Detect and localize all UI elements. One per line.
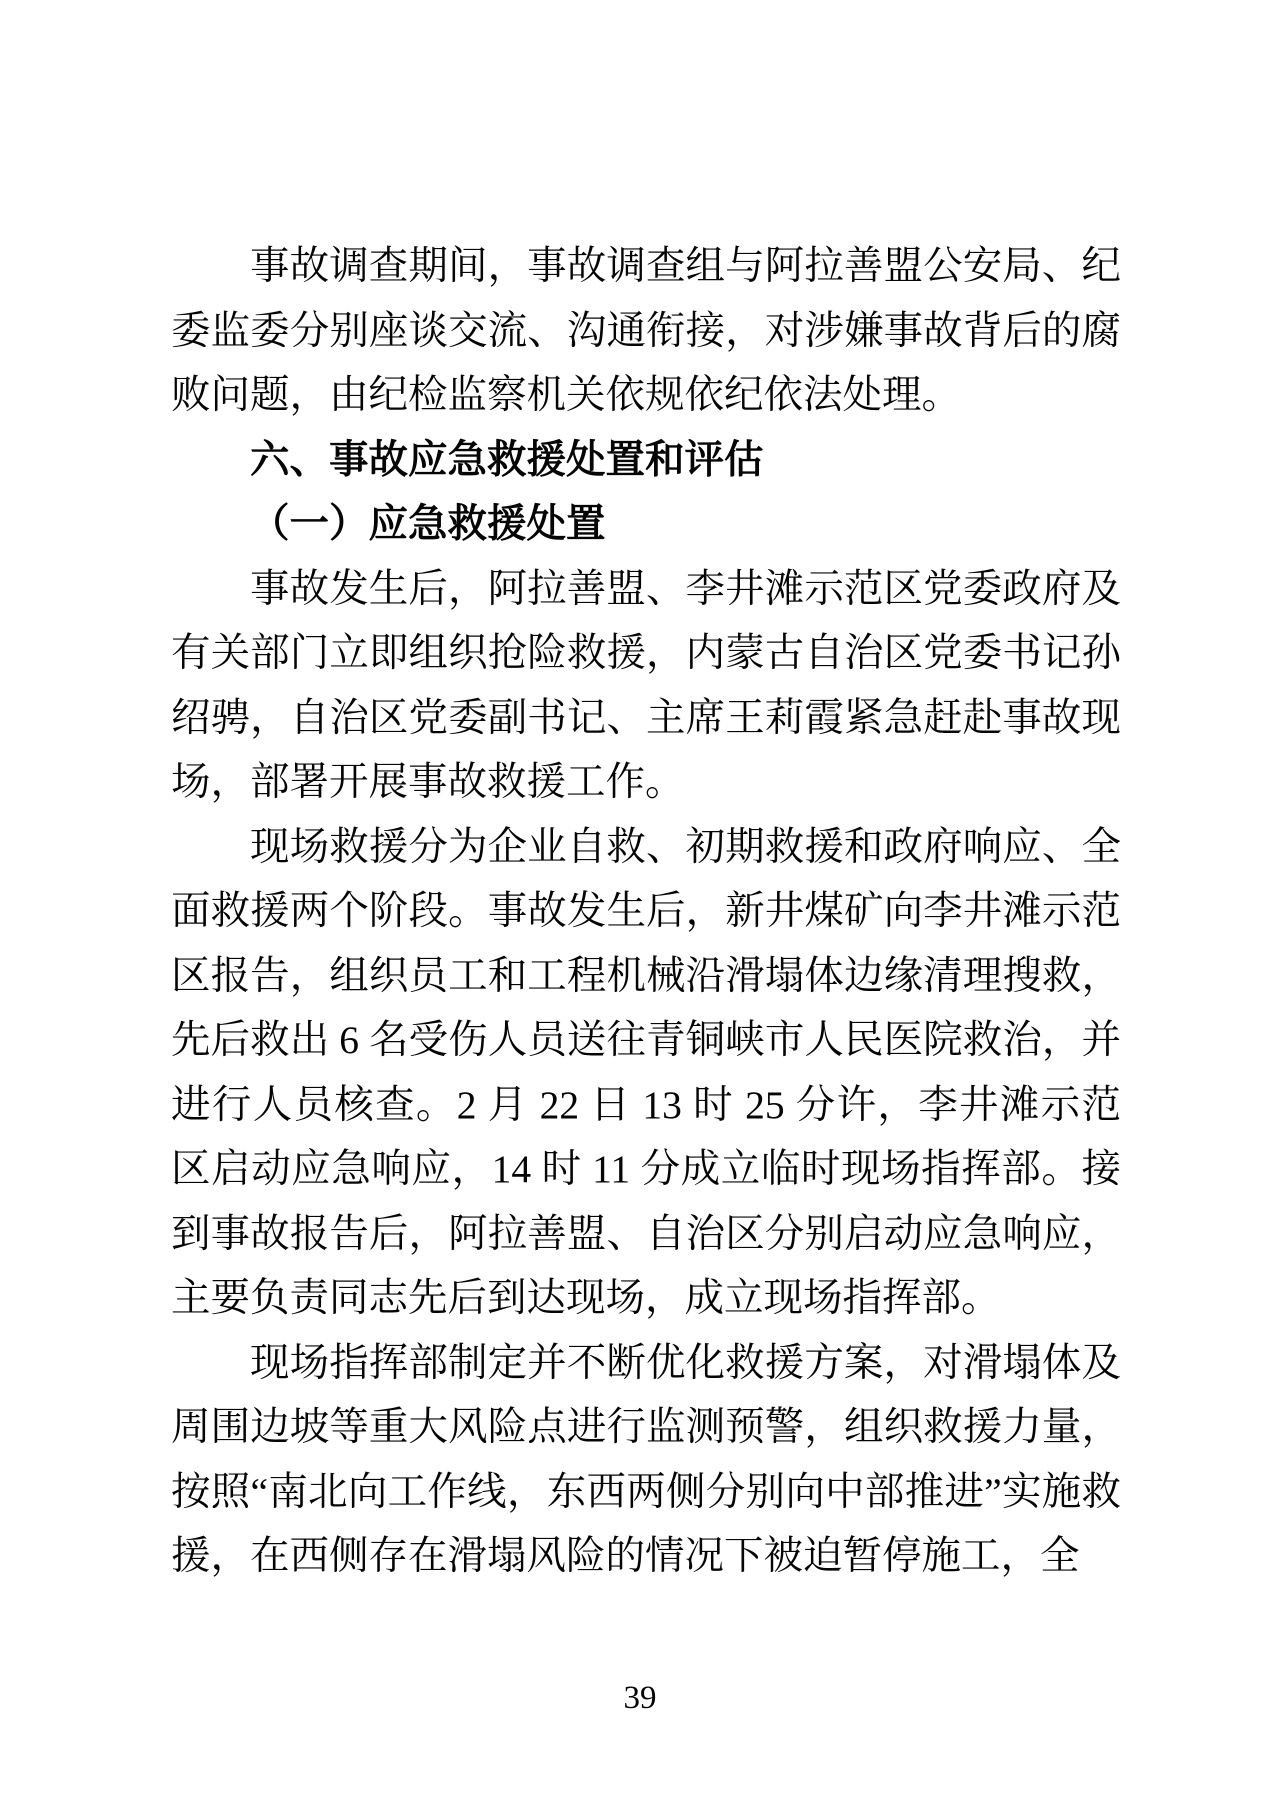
paragraph-rescue-phases: 现场救援分为企业自救、初期救援和政府响应、全面救援两个阶段。事故发生后，新井煤矿向李井滩示范区报告，组织员工和工程机械沿滑塌体边缘清理搜救，先后救出 6 名受伤人员送往青铜峡市人民医院救治，并进行人员核查。2 月 22 日 13 时 25 分许，李井滩示范区启动应急响应，14 时 11 分成立临时现场指挥部。接到事故报告后，阿拉善盟、自治区分别启动应急响应，主要负责同志先后到达现场，成立现场指挥部。: [171, 824, 1122, 1320]
paragraph-rescue-plan-optimization: 现场指挥部制定并不断优化救援方案，对滑塌体及周围边坡等重大风险点进行监测预警，组织救援力量，按照“南北向工作线，东西两侧分别向中部推进”实施救援，在西侧存在滑塌风险的情况下被迫暂停施工，全: [171, 1340, 1121, 1578]
page-number: 39: [623, 1680, 657, 1716]
section-heading-emergency-rescue-evaluation: 六、事故应急救援处置和评估: [250, 437, 764, 482]
document-body: [171, 234, 1121, 1589]
subsection-heading-emergency-rescue-handling: （一）应急救援处置: [250, 502, 606, 546]
paragraph-initial-government-response: 事故发生后，阿拉善盟、李井滩示范区党委政府及有关部门立即组织抢险救援，内蒙古自治区党委书记孙绍骋，自治区党委副书记、主席王莉霞紧急赶赴事故现场，部署开展事故救援工作。: [171, 566, 1121, 804]
paragraph-investigation-coordination: 事故调查期间，事故调查组与阿拉善盟公安局、纪委监委分别座谈交流、沟通衔接，对涉嫌事故背后的腐败问题，由纪检监察机关依规依纪依法处理。: [171, 244, 1121, 417]
